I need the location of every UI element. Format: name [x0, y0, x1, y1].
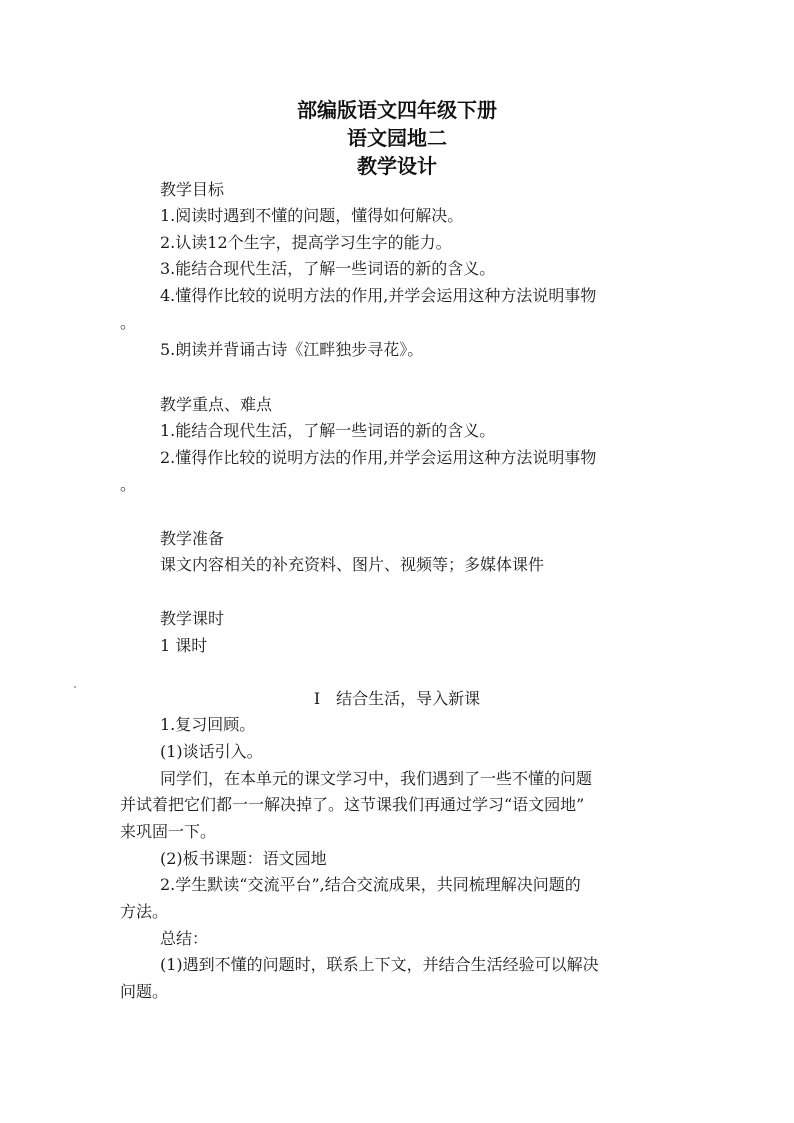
section1-heading: Ⅰ 结合生活，导入新课: [313, 689, 481, 708]
preparation-heading: 教学准备: [160, 529, 225, 548]
keypoint-item: 1.能结合现代生活，了解一些词语的新的含义。: [160, 421, 496, 440]
section1-line: 来巩固一下。: [120, 822, 217, 841]
keypoint-item-tail: 。: [120, 475, 137, 494]
hours-text: 1 课时: [160, 636, 208, 655]
objective-item: 2.认读12个生字，提高学习生字的能力。: [160, 233, 452, 252]
objective-item-tail: 。: [120, 313, 137, 332]
section1-line: (1)谈话引入。: [160, 742, 263, 761]
section1-line: 并试着把它们都一一解决掉了。这节课我们再通过学习“语文园地”: [120, 795, 585, 814]
doc-title-line2: 语文园地二: [347, 126, 447, 150]
objectives-heading: 教学目标: [160, 180, 225, 199]
section1-line: 同学们，在本单元的课文学习中，我们遇到了一些不懂的问题: [160, 769, 593, 788]
section1-line: 方法。: [120, 902, 169, 921]
hours-heading: 教学课时: [160, 609, 225, 628]
section1-line: (1)遇到不懂的问题时，联系上下文，并结合生活经验可以解决: [160, 955, 599, 974]
objective-item: 1.阅读时遇到不懂的问题，懂得如何解决。: [160, 206, 464, 225]
preparation-text: 课文内容相关的补充资料、图片、视频等；多媒体课件: [160, 555, 545, 574]
section1-line: 1.复习回顾。: [160, 715, 256, 734]
objective-item: 4.懂得作比较的说明方法的作用,并学会运用这种方法说明事物: [160, 286, 597, 305]
doc-title-line3: 教学设计: [357, 154, 437, 178]
objective-item: 3.能结合现代生活，了解一些词语的新的含义。: [160, 259, 496, 278]
doc-title-line1: 部编版语文四年级下册: [297, 98, 497, 122]
section1-line: 总结：: [160, 929, 209, 948]
section1-line: 2.学生默读“交流平台”,结合交流成果，共同梳理解决问题的: [160, 875, 581, 894]
keypoints-heading: 教学重点、难点: [160, 395, 273, 414]
objective-item: 5.朗读并背诵古诗《江畔独步寻花》。: [160, 340, 424, 359]
section1-line: 问题。: [120, 982, 169, 1001]
keypoint-item: 2.懂得作比较的说明方法的作用,并学会运用这种方法说明事物: [160, 448, 597, 467]
section1-line: (2)板书课题：语文园地: [160, 849, 327, 868]
